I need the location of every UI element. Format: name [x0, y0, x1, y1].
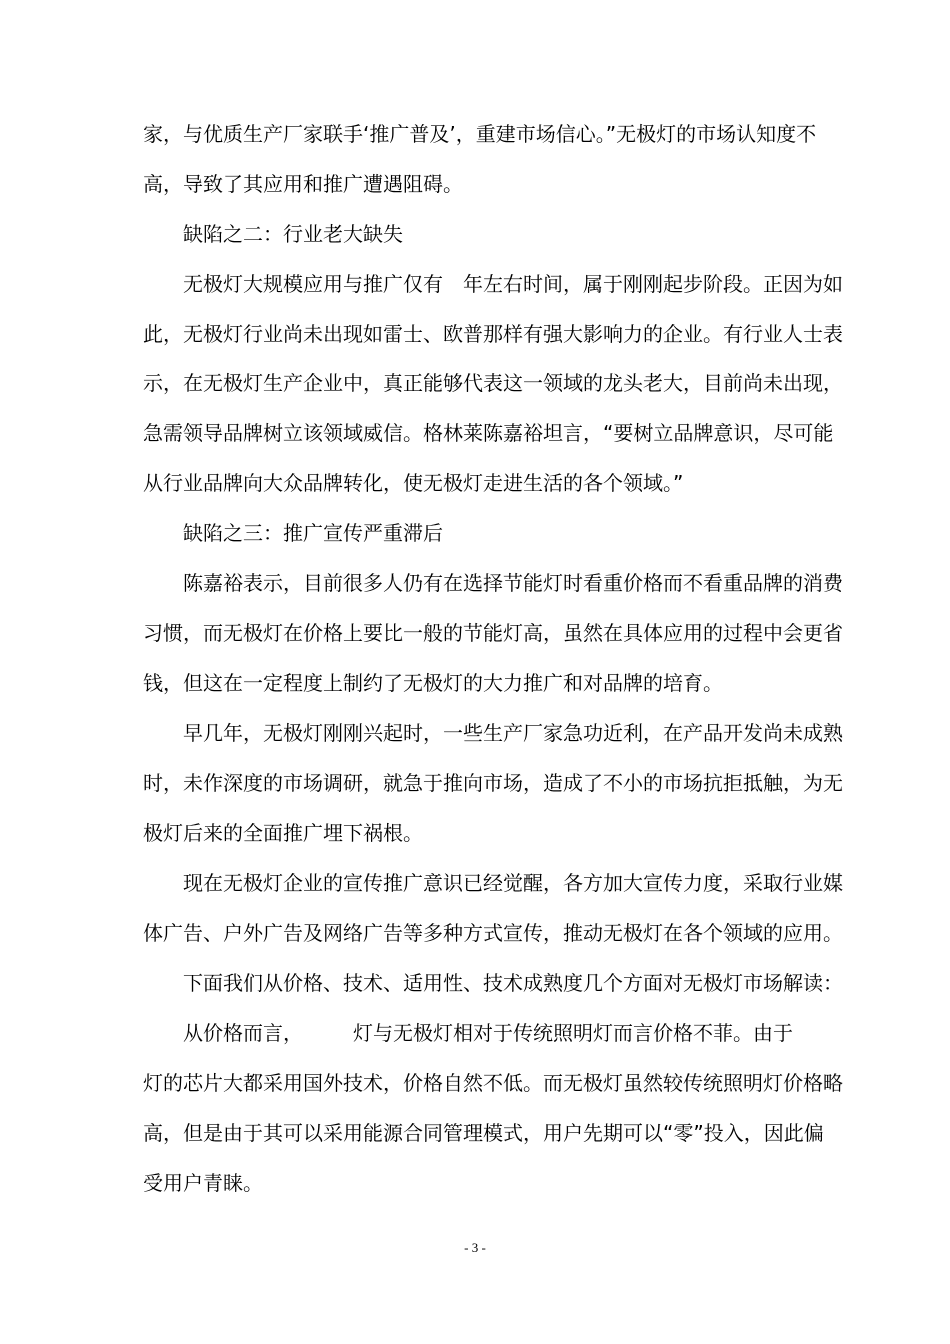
section-heading: 缺陷之二：行业老大缺失	[183, 222, 403, 246]
text-line: 家，与优质生产厂家联手‘推广普及’，重建市场信心。”无极灯的市场认知度不	[143, 122, 817, 146]
text-line: 习惯，而无极灯在价格上要比一般的节能灯高，虽然在具体应用的过程中会更省	[143, 621, 843, 645]
section-heading: 缺陷之三：推广宣传严重滞后	[183, 521, 443, 545]
text-line: 极灯后来的全面推广埋下祸根。	[143, 821, 423, 845]
text-line: 早几年，无极灯刚刚兴起时，一些生产厂家急功近利，在产品开发尚未成熟	[183, 721, 843, 745]
text-line: 示，在无极灯生产企业中，真正能够代表这一领域的龙头老大，目前尚未出现，	[143, 371, 843, 395]
text-line: 高，导致了其应用和推广遭遇阻碍。	[143, 172, 463, 196]
text-line: 从行业品牌向大众品牌转化，使无极灯走进生活的各个领域。”	[143, 471, 684, 495]
text-line: 体广告、户外广告及网络广告等多种方式宣传，推动无极灯在各个领域的应用。	[143, 921, 843, 945]
page-number: - 3 -	[464, 1240, 486, 1255]
text-line: 急需领导品牌树立该领域威信。格林莱陈嘉裕坦言，“要树立品牌意识，尽可能	[143, 421, 834, 445]
text-line: 下面我们从价格、技术、适用性、技术成熟度几个方面对无极灯市场解读：	[183, 971, 843, 995]
text-line: 高，但是由于其可以采用能源合同管理模式，用户先期可以“零”投入，因此偏	[143, 1121, 824, 1145]
text-line: 陈嘉裕表示，目前很多人仍有在选择节能灯时看重价格而不看重品牌的消费	[183, 571, 843, 595]
text-line: 受用户青睐。	[143, 1171, 263, 1195]
text-line: 灯的芯片大都采用国外技术，价格自然不低。而无极灯虽然较传统照明灯价格略	[143, 1071, 843, 1095]
text-line: 无极灯大规模应用与推广仅有 年左右时间，属于刚刚起步阶段。正因为如	[183, 272, 843, 296]
text-line: 此，无极灯行业尚未出现如雷士、欧普那样有强大影响力的企业。有行业人士表	[143, 322, 843, 346]
text-line: 从价格而言， 灯与无极灯相对于传统照明灯而言价格不菲。由于	[183, 1021, 793, 1045]
text-line: 现在无极灯企业的宣传推广意识已经觉醒，各方加大宣传力度，采取行业媒	[183, 871, 843, 895]
text-line: 钱，但这在一定程度上制约了无极灯的大力推广和对品牌的培育。	[143, 671, 723, 695]
text-line: 时，未作深度的市场调研，就急于推向市场，造成了不小的市场抗拒抵触，为无	[143, 771, 843, 795]
